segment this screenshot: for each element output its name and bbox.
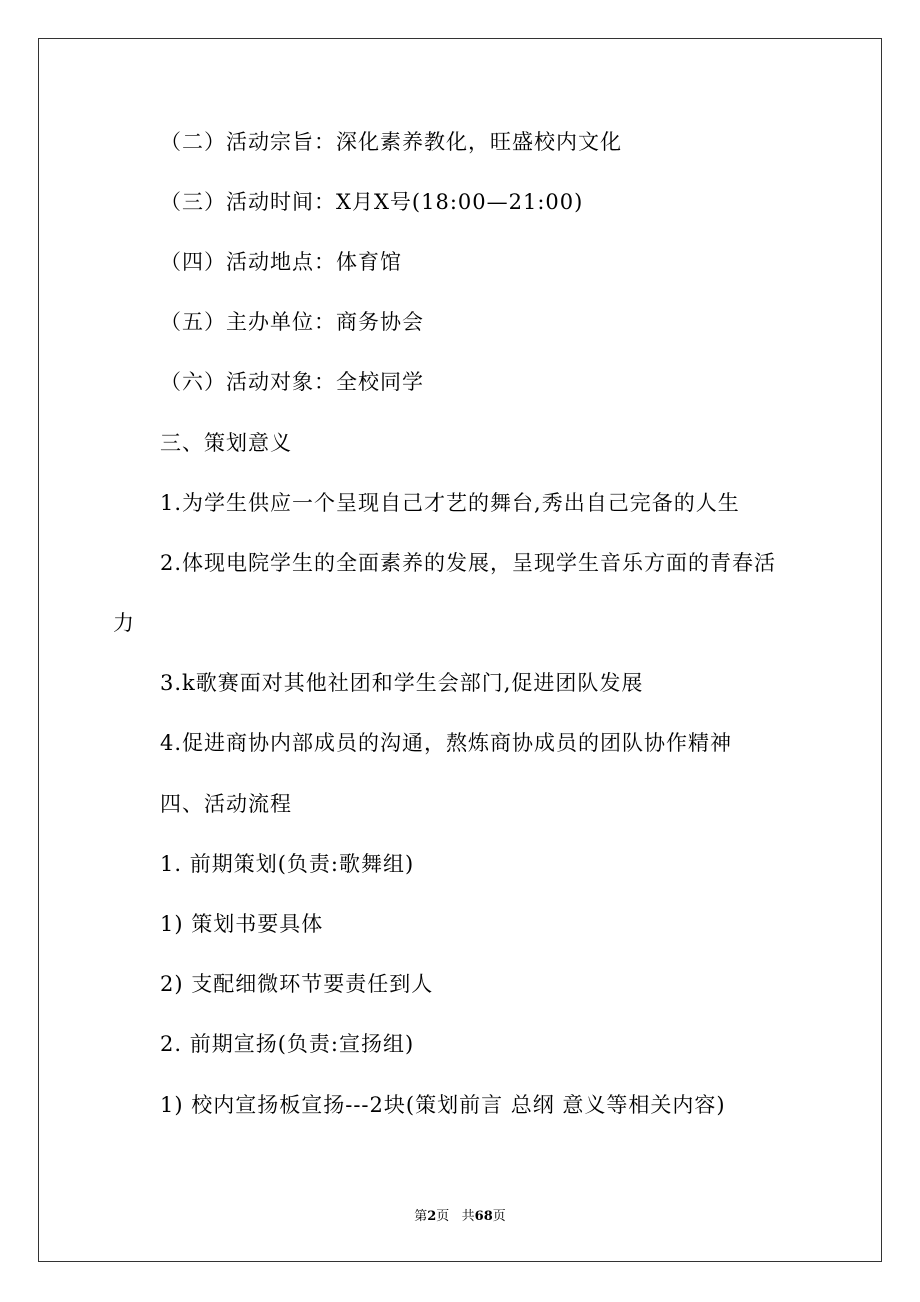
footer-page-number: 2 bbox=[427, 1209, 437, 1224]
text-line: 1) 策划书要具体 bbox=[160, 912, 324, 936]
page-footer bbox=[0, 1208, 920, 1226]
footer-mid: 页 共 bbox=[436, 1209, 475, 1224]
text-line: （四）活动地点：体育馆 bbox=[160, 250, 402, 274]
section-heading: 三、策划意义 bbox=[160, 431, 292, 455]
section-heading: 四、活动流程 bbox=[160, 792, 292, 816]
footer-prefix: 第 bbox=[414, 1209, 428, 1224]
text-line: 2) 支配细微环节要责任到人 bbox=[160, 972, 434, 996]
text-line: （六）活动对象：全校同学 bbox=[160, 370, 424, 394]
page-border bbox=[38, 38, 882, 1262]
text-line: 2.体现电院学生的全面素养的发展，呈现学生音乐方面的青春活 bbox=[160, 551, 777, 575]
footer-suffix: 页 bbox=[492, 1209, 506, 1224]
text-line: 力 bbox=[113, 611, 135, 635]
text-line: 4.促进商协内部成员的沟通，熬炼商协成员的团队协作精神 bbox=[160, 731, 733, 755]
text-line: （五）主办单位：商务协会 bbox=[160, 310, 424, 334]
text-line: 1) 校内宣扬板宣扬---2块(策划前言 总纲 意义等相关内容) bbox=[160, 1093, 726, 1117]
text-line: （二）活动宗旨：深化素养教化，旺盛校内文化 bbox=[160, 130, 622, 154]
text-line: 1. 前期策划(负责:歌舞组) bbox=[160, 852, 415, 876]
text-line: 3.k歌赛面对其他社团和学生会部门,促进团队发展 bbox=[160, 671, 644, 695]
footer-total-pages: 68 bbox=[474, 1209, 493, 1224]
text-line: 2. 前期宣扬(负责:宣扬组) bbox=[160, 1032, 415, 1056]
text-line: 1.为学生供应一个呈现自己才艺的舞台,秀出自己完备的人生 bbox=[160, 491, 740, 515]
text-line: （三）活动时间：X月X号(18:00—21:00) bbox=[160, 190, 584, 214]
